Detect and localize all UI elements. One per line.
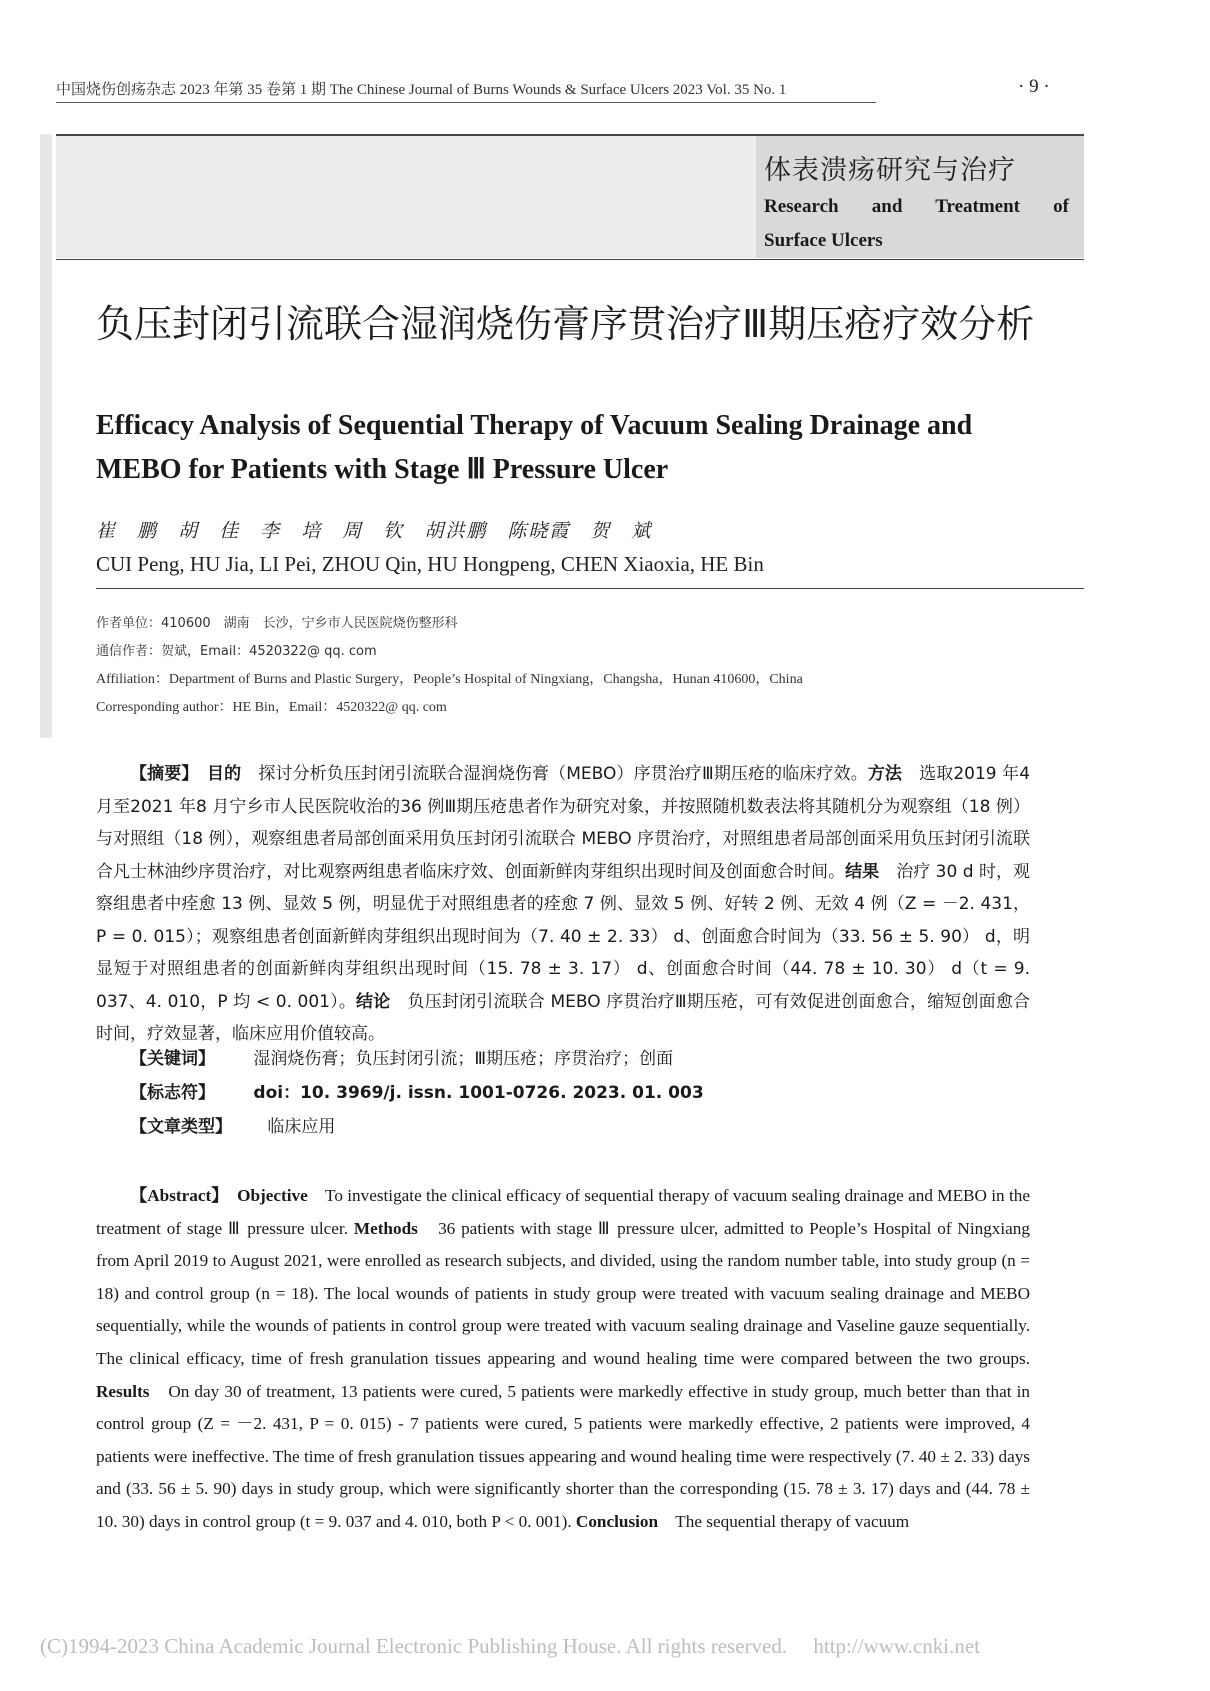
doi-value: doi：10. 3969/j. issn. 1001-0726. 2023. 01. 003	[253, 1083, 704, 1103]
keywords-value: 湿润烧伤膏；负压封闭引流；Ⅲ期压疮；序贯治疗；创面	[253, 1049, 674, 1069]
abstract-zh-methods-label: 方法	[867, 764, 903, 784]
authors-rule	[96, 588, 1084, 589]
correspondence-en: Corresponding author：HE Bin，Email：4520322@ qq. com	[96, 700, 447, 715]
abstract-en-conclusion-label: Conclusion	[575, 1511, 659, 1531]
abstract-en	[96, 1180, 1030, 1539]
article-title-en: Efficacy Analysis of Sequential Therapy of Vacuum Sealing Drainage and MEBO for Patients with Stage Ⅲ Pressure Ulcer	[96, 410, 973, 485]
abstract-zh-conclusion-label: 结论	[356, 991, 391, 1012]
abstract-zh-conclusion: 负压封闭引流联合 MEBO 序贯治疗Ⅲ期压疮，可有效促进创面愈合，缩短创面愈合时间，疗效显著，临床应用价值较高。	[96, 991, 1030, 1044]
header-rule-bottom	[56, 259, 1084, 260]
column-title-en	[764, 190, 1069, 258]
article-type-label: 【文章类型】	[130, 1117, 232, 1137]
keywords-row	[130, 1044, 673, 1069]
abstract-en-conclusion: The sequential therapy of vacuum	[675, 1511, 910, 1531]
column-title-en-line1: Research and Treatment of	[764, 196, 1069, 217]
abstract-en-results: On day 30 of treatment, 13 patients were cured, 5 patients were markedly effective in study group, much better than that in control group (Z = －2. 431, P = 0. 015) - 7 patients were cured, 5 patients were markedly effective, 2 patients were improved, 4 patients were ineffective. The time of fresh granulation tissues appearing and wound healing time were respectively (7. 40 ± 2. 33) days and (33. 56 ± 5. 90) days in study group, which were significantly shorter than the corresponding (15. 78 ± 3. 17) days and (44. 78 ± 10. 30) days in control group (t = 9. 037 and 4. 010, both P < 0. 001).	[96, 1381, 1030, 1531]
article-type-value: 临床应用	[267, 1117, 336, 1137]
abstract-en-objective: To investigate the clinical efficacy of sequential therapy of vacuum sealing drainage and MEBO in the treatment of stage Ⅲ pressure ulcer.	[96, 1186, 1030, 1238]
correspondence-zh: 通信作者：贺斌，Email：4520322@ qq. com	[96, 644, 377, 659]
abstract-zh-label: 【摘要】	[130, 764, 190, 784]
running-header: 中国烧伤创疡杂志 2023 年第 35 卷第 1 期 The Chinese Journal of Burns Wounds & Surface Ulcers 2023 Vol. 35 No. 1	[56, 78, 876, 103]
abstract-zh-objective: 探讨分析负压封闭引流联合湿润烧伤膏（MEBO）序贯治疗Ⅲ期压疮的临床疗效。	[258, 764, 868, 784]
abstract-zh-results-label: 结果	[845, 861, 880, 882]
article-title-zh: 负压封闭引流联合湿润烧伤膏序贯治疗Ⅲ期压疮疗效分析	[96, 302, 1035, 346]
keywords-label: 【关键词】	[130, 1049, 215, 1069]
affiliation-en: Affiliation：Department of Burns and Plastic Surgery，People’s Hospital of Ningxiang，Changsha，Hunan 410600，China	[96, 672, 803, 687]
article-type-row	[130, 1112, 335, 1137]
left-margin-shade	[40, 134, 52, 738]
column-title-zh: 体表溃疡研究与治疗	[764, 155, 1016, 186]
abstract-en-label: 【Abstract】	[130, 1186, 220, 1205]
abstract-en-methods-label: Methods	[353, 1218, 418, 1238]
doi-label: 【标志符】	[130, 1083, 215, 1103]
abstract-zh-objective-label: 目的	[207, 764, 242, 784]
abstract-en-results-label: Results	[96, 1381, 150, 1401]
authors-zh: 崔 鹏 胡 佳 李 培 周 钦 胡洪鹏 陈晓霞 贺 斌	[96, 520, 653, 542]
copyright-footer: (C)1994-2023 China Academic Journal Electronic Publishing House. All rights reserved. http://www.cnki.net	[40, 1634, 980, 1658]
abstract-en-methods: 36 patients with stage Ⅲ pressure ulcer, admitted to People’s Hospital of Ningxiang from April 2019 to August 2021, were enrolled as research subjects, and divided, using the random number table, into study group (n = 18) and control group (n = 18). The local wounds of patients in study group were treated with vacuum sealing drainage and MEBO sequentially, while the wounds of patients in control group were treated with vacuum sealing drainage and Vaseline gauze sequentially. The clinical efficacy, time of fresh granulation tissues appearing and wound healing time were compared between the two groups.	[96, 1218, 1030, 1368]
doi-row	[130, 1078, 704, 1103]
affiliation-zh: 作者单位：410600 湖南 长沙，宁乡市人民医院烧伤整形科	[96, 616, 458, 631]
page-number: · 9 ·	[1018, 76, 1050, 97]
abstract-zh	[96, 758, 1030, 1051]
abstract-en-objective-label: Objective	[237, 1186, 308, 1205]
abstract-zh-methods: 选取2019 年4 月至2021 年8 月宁乡市人民医院收治的36 例Ⅲ期压疮患者作为研究对象，并按照随机数表法将其随机分为观察组（18 例）与对照组（18 例），观察组患者局部创面采用负压封闭引流联合 MEBO 序贯治疗，对照组患者局部创面采用负压封闭引流联合凡士林油纱序贯治疗，对比观察两组患者临床疗效、创面新鲜肉芽组织出现时间及创面愈合时间。	[96, 764, 1031, 882]
authors-en: CUI Peng, HU Jia, LI Pei, ZHOU Qin, HU Hongpeng, CHEN Xiaoxia, HE Bin	[96, 552, 764, 576]
abstract-zh-results: 治疗 30 d 时，观察组患者中痊愈 13 例、显效 5 例，明显优于对照组患者的痊愈 7 例、显效 5 例、好转 2 例、无效 4 例（Z = －2. 431，P = 0. 015）；观察组患者创面新鲜肉芽组织出现时间为（7. 40 ± 2. 33） d、创面愈合时间为（33. 56 ± 5. 90） d，明显短于对照组患者的创面新鲜肉芽组织出现时间（15. 78 ± 3. 17） d、创面愈合时间（44. 78 ± 10. 30） d（t = 9. 037、4. 010，P 均 < 0. 001）。	[96, 861, 1031, 1012]
column-title-en-line2: Surface Ulcers	[764, 230, 883, 251]
